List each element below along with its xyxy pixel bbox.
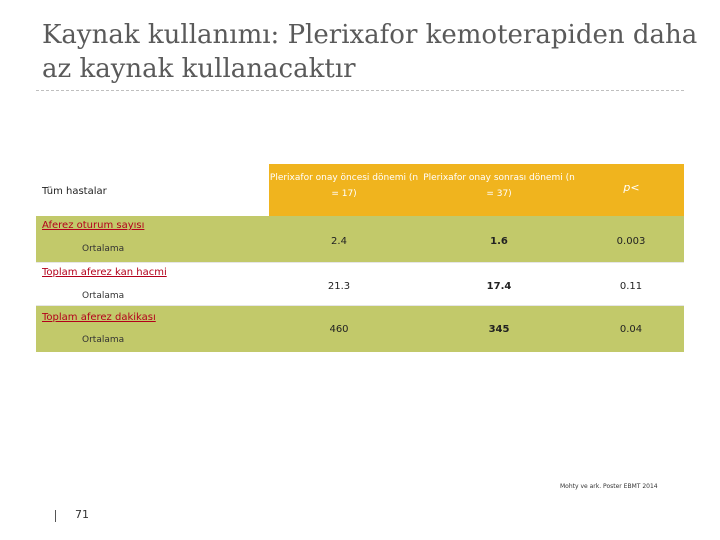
- row-sublabel: Ortalama: [82, 291, 125, 301]
- row-label: Aferez oturum sayısı: [42, 220, 145, 231]
- table-row: [36, 262, 684, 306]
- value-pre: 460: [329, 324, 349, 335]
- row-sublabel: Ortalama: [82, 244, 125, 254]
- results-table: [36, 164, 684, 352]
- value-pre: 2.4: [331, 236, 347, 247]
- value-post: 345: [488, 324, 510, 335]
- value-post: 17.4: [486, 281, 512, 292]
- value-p: 0.003: [616, 236, 646, 247]
- header-label: Tüm hastalar: [42, 186, 107, 197]
- value-post: 1.6: [490, 236, 508, 247]
- table-header-row: [36, 164, 684, 216]
- header-col-pre-approval: Plerixafor onay öncesi dönemi (n = 17): [269, 173, 419, 199]
- page-number: 71: [75, 508, 89, 521]
- row-sublabel: Ortalama: [82, 335, 125, 345]
- source-citation: Mohty ve ark. Poster EBMT 2014: [560, 483, 658, 490]
- value-p: 0.04: [619, 324, 643, 335]
- slide-title: Kaynak kullanımı: Plerixafor kemoterapiden daha az kaynak kullanacaktır: [42, 20, 698, 84]
- row-label: Toplam aferez dakikası: [42, 312, 156, 323]
- footer-divider: [55, 510, 56, 522]
- value-p: 0.11: [619, 281, 643, 292]
- title-divider: [36, 90, 684, 91]
- header-col-post-approval: Plerixafor onay sonrası dönemi (n = 37): [423, 173, 575, 199]
- row-label: Toplam aferez kan hacmi: [42, 267, 167, 278]
- table-row: [36, 216, 684, 262]
- value-pre: 21.3: [327, 281, 351, 292]
- header-col-p-value: p<: [623, 181, 640, 194]
- table-row: [36, 306, 684, 352]
